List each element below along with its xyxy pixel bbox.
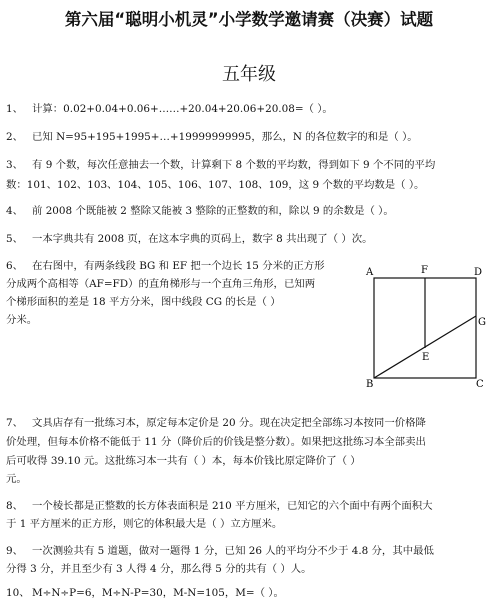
question-10: [6, 583, 284, 603]
question-5: [6, 229, 373, 249]
square-figure: [364, 262, 490, 390]
question-text: 一本字典共有 2008 页，在这本字典的页码上，数字 8 共出现了（ ）次。: [32, 233, 373, 245]
question-text: 前 2008 个既能被 2 整除又能被 3 整除的正整数的和，除以 9 的余数是（ ）。: [32, 205, 394, 217]
question-7-line-4: 元。: [6, 473, 27, 485]
question-number: 2、: [6, 131, 24, 143]
question-text: 有 9 个数，每次任意抽去一个数，计算剩下 8 个数的平均数，得到如下 9 个不同的平均: [32, 159, 436, 171]
question-6: [6, 256, 325, 276]
question-text: 一个棱长都是正整数的长方体表面积是 210 平方厘米，已知它的六个面中有两个面积大: [32, 500, 433, 512]
question-3: [6, 155, 435, 175]
question-9: [6, 541, 434, 561]
question-7-line-3: 后可收得 39.10 元。这批练习本一共有（ ）本，每本价钱比原定降价了（ ）: [6, 455, 361, 467]
label-a: A: [366, 267, 374, 278]
label-c: C: [476, 379, 484, 390]
question-text: 文具店存有一批练习本，原定每本定价是 20 分。现在决定把全部练习本按同一价格降: [32, 417, 426, 429]
exam-title: 第六届“聪明小机灵”小学数学邀请赛（决赛）试题: [64, 10, 434, 29]
label-d: D: [474, 267, 483, 278]
question-8-line-2: 于 1 平方厘米的正方形，则它的体积最大是（ ）立方厘米。: [6, 518, 283, 530]
label-b: B: [366, 379, 374, 390]
question-4: [6, 201, 394, 221]
question-number: 7、: [6, 417, 24, 429]
question-text: M÷N÷P=6，M÷N-P=30，M-N=105，M=（ ）。: [32, 587, 284, 599]
label-f: F: [421, 265, 428, 276]
question-number: 1、: [6, 103, 24, 115]
question-number: 9、: [6, 545, 24, 557]
question-text: 计算：0.02+0.04+0.06+……+20.04+20.06+20.08=（ ）。: [32, 103, 333, 115]
question-9-line-2: 分得 3 分，并且至少有 3 人得 4 分，那么得 5 分的共有（ ）人。: [6, 563, 312, 575]
grade-heading: 五年级: [222, 64, 276, 85]
question-number: 6、: [6, 260, 24, 272]
question-text: 已知 N=95+195+1995+…+19999999995，那么，N 的各位数字的和是（ ）。: [32, 131, 418, 143]
question-number: 3、: [6, 159, 24, 171]
question-6-line-2: 分成两个高相等（AF=FD）的直角梯形与一个直角三角形，已知两: [6, 278, 316, 290]
question-text: 一次测验共有 5 道题，做对一题得 1 分，已知 26 人的平均分不少于 4.8 分，其中最低: [32, 545, 434, 557]
question-7-line-2: 价处理，但每本价格不能低于 11 分（降价后的价钱是整分数）。如果把这批练习本全部卖出: [6, 436, 426, 448]
question-8: [6, 496, 433, 516]
question-number: 8、: [6, 500, 24, 512]
label-g: G: [478, 317, 486, 328]
question-7: [6, 413, 426, 433]
question-6-line-3: 个梯形面积的差是 18 平方分米，图中线段 CG 的长是（ ）: [6, 296, 281, 308]
question-1: [6, 99, 333, 119]
question-number: 10、: [6, 587, 30, 599]
question-3-line-2: 数：101、102、103、104、105、106、107、108、109，这 9 个数的平均数是（ ）。: [6, 179, 425, 191]
question-2: [6, 127, 418, 147]
question-text: 在右图中，有两条线段 BG 和 EF 把一个边长 15 分米的正方形: [32, 260, 325, 272]
question-number: 4、: [6, 205, 24, 217]
label-e: E: [422, 352, 430, 363]
question-6-line-4: 分米。: [6, 314, 38, 326]
question-number: 5、: [6, 233, 24, 245]
